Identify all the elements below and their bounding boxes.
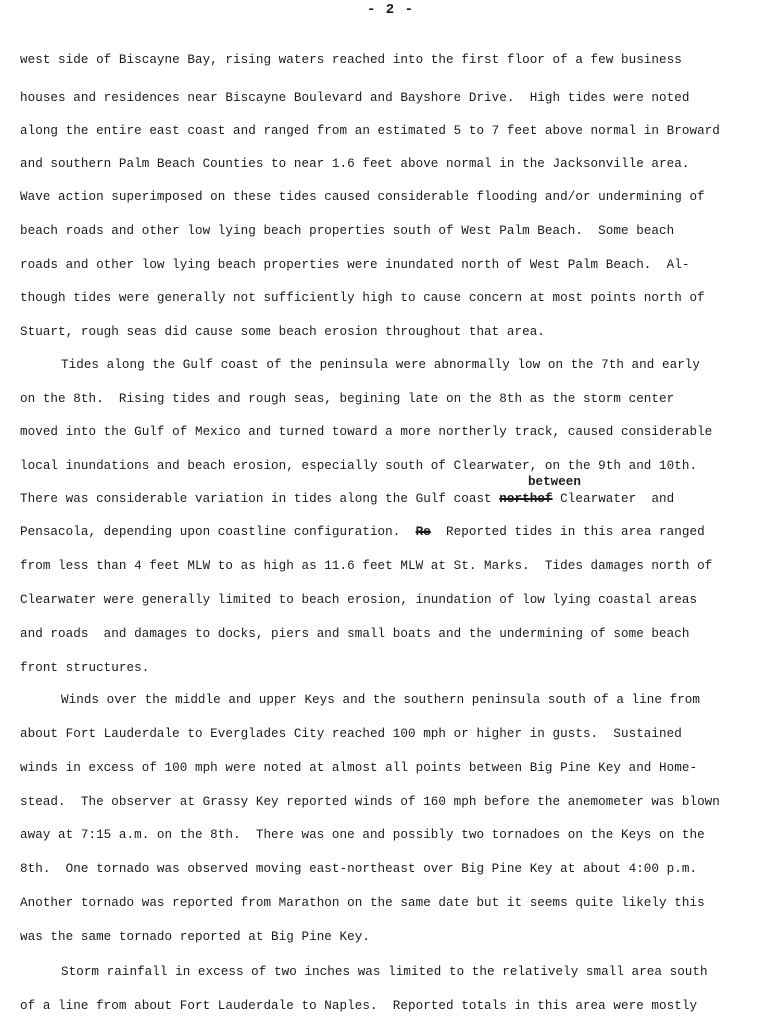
text-line: along the entire east coast and ranged from an estimated 5 to 7 feet above normal in Broward (20, 124, 720, 138)
text-line: Clearwater were generally limited to beach erosion, inundation of low lying coastal areas (20, 593, 698, 607)
text-segment: There was considerable variation in tides along the Gulf coast (20, 492, 500, 506)
paragraph-start: Tides along the Gulf coast of the peninsula were abnormally low on the 7th and early (61, 358, 701, 372)
text-line: Stuart, rough seas did cause some beach erosion throughout that area. (20, 325, 545, 339)
text-line: and southern Palm Beach Counties to near 1.6 feet above normal in the Jacksonville area. (20, 157, 690, 171)
text-line: from less than 4 feet MLW to as high as 11.6 feet MLW at St. Marks. Tides damages north of (20, 559, 713, 573)
text-line-with-correction (20, 492, 674, 506)
text-line: houses and residences near Biscayne Boulevard and Bayshore Drive. High tides were noted (20, 91, 690, 105)
page-number: - 2 - (366, 2, 414, 18)
text-line: local inundations and beach erosion, especially south of Clearwater, on the 9th and 10th. (20, 459, 698, 473)
text-line: away at 7:15 a.m. on the 8th. There was one and possibly two tornadoes on the Keys on the (20, 828, 705, 842)
text-line: moved into the Gulf of Mexico and turned toward a more northerly track, caused considerable (20, 425, 713, 439)
text-line: stead. The observer at Grassy Key reported winds of 160 mph before the anemometer was blown (20, 795, 720, 809)
text-line: front structures. (20, 661, 150, 675)
text-segment: Pensacola, depending upon coastline configuration. (20, 525, 416, 539)
text-line: though tides were generally not sufficiently high to cause concern at most points north of (20, 291, 705, 305)
text-line: 8th. One tornado was observed moving east-northeast over Big Pine Key at about 4:00 p.m. (20, 862, 698, 876)
text-line: roads and other low lying beach properties were inundated north of West Palm Beach. Al- (20, 258, 690, 272)
text-line: Wave action superimposed on these tides caused considerable flooding and/or undermining of (20, 190, 705, 204)
text-segment: Reported tides in this area ranged (430, 525, 705, 539)
text-line: on the 8th. Rising tides and rough seas, begining late on the 8th as the storm center (20, 392, 675, 406)
text-line: and roads and damages to docks, piers and small boats and the undermining of some beach (20, 627, 690, 641)
struck-text: northof (499, 492, 553, 506)
text-line: of a line from about Fort Lauderdale to Naples. Reported totals in this area were mostly (20, 999, 698, 1013)
text-line: Another tornado was reported from Marathon on the same date but it seems quite likely this (20, 896, 705, 910)
text-line: west side of Biscayne Bay, rising waters reached into the first floor of a few business (20, 53, 682, 67)
text-line: beach roads and other low lying beach properties south of West Palm Beach. Some beach (20, 224, 675, 238)
text-segment: Clearwater and (552, 492, 675, 506)
text-line: winds in excess of 100 mph were noted at almost all points between Big Pine Key and Home- (20, 761, 698, 775)
text-line: was the same tornado reported at Big Pine Key. (20, 930, 370, 944)
text-line-with-correction (20, 525, 705, 539)
paragraph-start: Winds over the middle and upper Keys and the southern peninsula south of a line from (61, 693, 701, 707)
paragraph-start: Storm rainfall in excess of two inches was limited to the relatively small area south (61, 965, 708, 979)
interline-correction: between (528, 475, 581, 489)
text-line: about Fort Lauderdale to Everglades City reached 100 mph or higher in gusts. Sustained (20, 727, 682, 741)
struck-text: Re (415, 525, 431, 539)
